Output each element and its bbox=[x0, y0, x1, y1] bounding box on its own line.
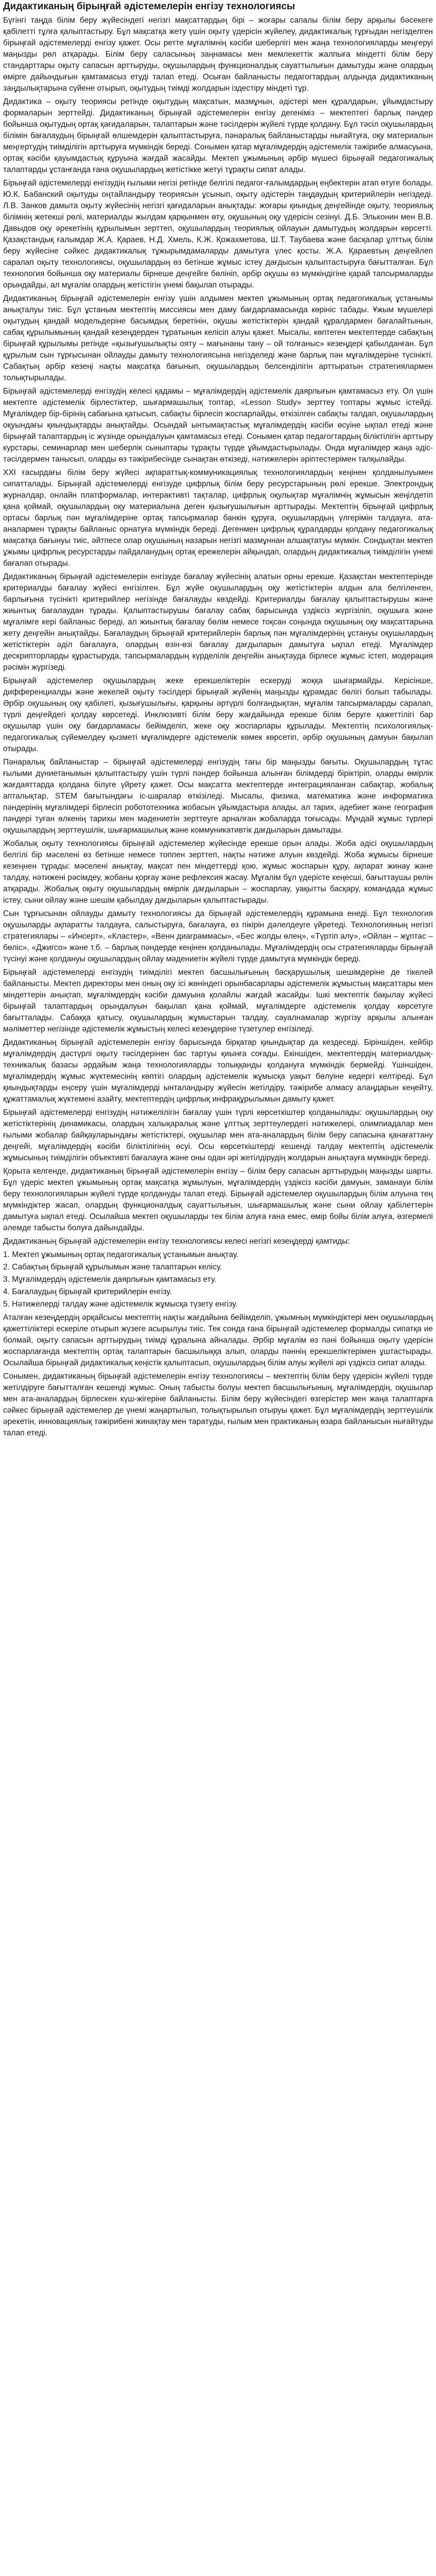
list-item: 2. Сабақтың бірыңғай құрылымын және талаптарын келісу. bbox=[3, 1262, 222, 1272]
paragraph: Жобалық оқыту технологиясы бірыңғай әдістемелер жүйесінде ерекше орын алады. Жоба әдісі оқушылардың белгілі бір мәселені өз бетінше немесе топпен зерттеп, нақты нәтиже алуын көздейді. Жоба жұмысы бірнеше кезеңнен тұрады: мәселені анықтау, мақсат пен міндеттерді қою, жұмыс жоспарын құру, ақпарат жинау және талдау, нәтижені рәсімдеу, жобаны қорғау және рефлексия жасау. Мұғалім бұл үдерісте кеңесші, бағыттаушы рөлін атқарады. Жобалық оқыту оқушылардың өмірлік дағдыларын – жоспарлау, уақытты басқару, командада жұмыс істеу, сыни ойлау және шешім қабылдау дағдыларын қалыптастырады. bbox=[3, 839, 433, 905]
paragraph: Бірыңғай әдістемелер оқушылардың жеке ерекшеліктерін ескеруді жоққа шығармайды. Керісінше, дифференциалды және жекелей оқыту тәсілдері бірыңғай жүйенің маңызды құрамдас бөлігі болып табылады. Әрбір оқушының оқу қабілеті, қызығушылығы, қарқыны әртүрлі болғандықтан, мұғалім тапсырмаларды саралап, түрлі деңгейдегі қолдау көрсетеді. Инклюзивті білім беру жағдайында ерекше білім беруге қажеттілігі бар оқушылар үшін оқу бағдарламасы бейімделіп, жеке оқу жоспарлары құрылады. Мектептің психологиялық-педагогикалық сүйемелдеу қызметі мұғалімдерге әдістемелік көмек көрсетіп, әрбір оқушының дамуын бақылап отырады. bbox=[3, 676, 433, 753]
paragraph: Қорыта келгенде, дидактиканың бірыңғай әдістемелерін енгізу – білім беру сапасын арттырудың маңызды шарты. Бұл үдеріс мектеп ұжымының ортақ мақсатқа жұмылуын, мұғалімдердің үздіксіз кәсіби дамуын, заманауи білім беру технологияларын жүйелі түрде қолдануды талап етеді. Бірыңғай әдістемелер оқушылардың білім алуына тең мүмкіндіктер жасап, олардың функционалдық сауаттылығын, шығармашылық және сыни ойлау қабілеттерін дамытуға ықпал етеді. Осылайша мектеп оқушыларды тек білім алуға ғана емес, өмір бойы білім алуға, өзгермелі әлемде табысты болуға дайындайды. bbox=[3, 1166, 433, 1232]
paragraph: Дидактика – оқыту теориясы ретінде оқытудың мақсатын, мазмұнын, әдістері мен құралдарын, ұйымдастыру формаларын зерттейді. Дидактиканың бірыңғай әдістемелерін енгізу дегеніміз – мектептегі барлық пәндер бойынша оқытудың ортақ қағидаларын, талаптарын және тәсілдерін жүйелі түрде қолдану. Бұл тәсіл оқушылардың білімін бағалаудың бірыңғай өлшемдерін қалыптастыруға, пәнаралық байланыстарды нығайтуға, оқу материалын меңгертудің тиімділігін арттыруға мүмкіндік береді. Сонымен қатар мұғалімдердің әдістемелік тәжірибе алмасуына, ортақ кәсіби қауымдастық құруына жағдай жасайды. Мектеп ұжымының әрбір мүшесі бірыңғай педагогикалық талаптарды ұстанғанда ғана оқушылардың жетістікке жетуі тұрақты сипат алады. bbox=[3, 97, 433, 174]
list-item: 3. Мұғалімдердің әдістемелік даярлығын қамтамасыз ету. bbox=[3, 1275, 217, 1284]
paragraph: Дидактиканың бірыңғай әдістемелерін енгізу барысында бірқатар қиындықтар да кездеседі. Біріншіден, кейбір мұғалімдердің дәстүрлі оқыту тәсілдерінен бас тартуы қиынға соғады. Екіншіден, мектептердің материалдық-техникалық базасы әрдайым жаңа технологияларды толыққанды қолдануға мүмкіндік бермейді. Үшіншіден, мұғалімдердің жұмыс жүктемесінің көптігі олардың әдістемелік жұмысқа уақыт бөлуіне кедергі келтіреді. Бұл қиындықтарды еңсеру үшін мұғалімдерді ынталандыру жүйесін жетілдіру, тәжірибе алмасу алаңдарын кеңейту, құжаттамалық жүктемені азайту, мектептердің цифрлық инфрақұрылымын дамыту қажет. bbox=[3, 1038, 433, 1104]
numbered-list bbox=[3, 1249, 433, 1310]
paragraph: Пәнаралық байланыстар – бірыңғай әдістемелерді енгізудің тағы бір маңызды бағыты. Оқушылардың тұтас ғылыми дүниетанымын қалыптастыру үшін түрлі пәндер бойынша алынған білімдерді біріктіріп, оларды өмірлік жағдаяттарда қолдана білуге үйрету қажет. Осы мақсатта мектептерде интеграцияланған сабақтар, жобалық апталықтар, STEM бағытындағы іс-шаралар өткізіледі. Мысалы, физика, математика және информатика пәндерінің мұғалімдері бірлесіп робототехника жобасын ұйымдастыра алады, ал тарих, әдебиет және география пәндері туған өлкенің тарихы мен мәдениетін зерттеуге арналған жобаларда тоғысады. Мұндай жұмыс түрлері оқушылардың зерттеушілік, шығармашылық және коммуникативтік дағдыларын дамытады. bbox=[3, 757, 433, 835]
document-body bbox=[3, 15, 433, 1439]
paragraph: Бірыңғай әдістемелерді енгізудің ғылыми негізі ретінде белгілі педагог-ғалымдардың еңбектерін атап өтуге болады. Ю.К. Бабанский оқытуды оңтайландыру теориясын ұсынып, оқыту әдістерін таңдаудың критерийлерін негіздеді. Л.В. Занков дамыта оқыту жүйесінің негізгі қағидаларын анықтады: жоғары қиындық деңгейінде оқыту, теориялық білімнің жетекші рөлі, материалды жылдам қарқынмен өту, оқушының оқу үдерісін сезінуі. Д.Б. Эльконин мен В.В. Давыдов оқу әрекетінің құрылымын зерттеп, оқушылардың теориялық ойлауын дамытудың жолдарын көрсетті. Қазақстандық ғалымдар Ж.А. Қараев, Н.Д. Хмель, К.Ж. Қожахметова, Ш.Т. Таубаева және басқалар ұлттық білім беру жүйесіне сәйкес дидактикалық тұжырымдамаларды дамытуға үлес қосты. Ж.А. Қараевтың деңгейлеп саралап оқыту технологиясы, оқушылардың өз бетінше жұмыс істеу дағдысын қалыптастыруға бағытталған. Бұл технология бойынша оқу материалы бірнеше деңгейге бөлініп, әрбір оқушы өз мүмкіндігіне қарай тапсырмаларды орындайды, ал мұғалім олардың жетістігін үнемі бақылап отырады. bbox=[3, 178, 433, 290]
list-item: 5. Нәтижелерді талдау және әдістемелік жұмысқа түзету енгізу. bbox=[3, 1299, 238, 1309]
list-item: 1. Мектеп ұжымының ортақ педагогикалық ұстанымын анықтау. bbox=[3, 1250, 239, 1259]
paragraph: Сын тұрғысынан ойлауды дамыту технологиясы да бірыңғай әдістемелердің құрамына енеді. Бұл технология оқушыларды ақпаратты талдауға, салыстыруға, бағалауға, өз пікірін дәлелдеуге үйретеді. Технологияның негізгі стратегиялары – «Инсерт», «Кластер», «Венн диаграммасы», «Бес жолды өлең», «Түртіп алу», «Ойлан – жұптас – бөліс», «Джигсо» және т.б. – барлық пәндерде кеңінен қолданылады. Мұғалімдердің осы стратегияларды бірыңғай түсінуі және қолдануы оқушылардың ойлау мәдениетін жүйелі түрде дамытуға мүмкіндік береді. bbox=[3, 909, 433, 963]
document-title: Дидактиканың бірыңғай әдістемелерін енгізу технологиясы bbox=[3, 1, 295, 12]
paragraph: Аталған кезеңдердің әрқайсысы мектептің нақты жағдайына бейімделіп, ұжымның мүмкіндіктері мен оқушылардың қажеттіліктері ескеріле отырып жүзеге асырылуы тиіс. Тек сонда ғана бірыңғай әдістемелер формалды сипатқа ие болмай, оқыту сапасын арттырудың тиімді құралына айналады. Әрбір мұғалім өз пәні бойынша оқыту үдерісін жоспарлағанда мектептің ортақ талаптарын басшылыққа алып, оларды пәннің ерекшеліктерімен ұштастырады. Осылайша бірыңғай дидактикалық кеңістік қалыптасып, оқушылардың білім алуы жүйелі әрі үздіксіз сипат алады. bbox=[3, 1313, 433, 1367]
paragraph: Дидактиканың бірыңғай әдістемелерін енгізу технологиясы келесі негізгі кезеңдерді қамтиды: bbox=[3, 1236, 350, 1246]
paragraph: Бірыңғай әдістемелерді енгізудің нәтижелілігін бағалау үшін түрлі көрсеткіштер қолданылады: оқушылардың оқу жетістіктерінің динамикасы, олардың халықаралық және ұлттық зерттеулердегі нәтижелері, олимпиадалар мен ғылыми жобалар байқауларындағы жетістіктері, оқушылар мен ата-аналардың білім беру сапасына қанағаттану деңгейі, мұғалімдердің кәсіби біліктілігінің өсуі. Осы көрсеткіштерді кешенді талдау мектептің әдістемелік жұмысының тиімділігін объективті бағалауға және оны одан әрі жетілдірудің жолдарын анықтауға мүмкіндік береді. bbox=[3, 1108, 433, 1162]
paragraph: Сонымен, дидактиканың бірыңғай әдістемелерін енгізу технологиясы – мектептің білім беру үдерісін жүйелі түрде жетілдіруге бағытталған кешенді жұмыс. Оның табысты болуы мектеп басшылығының, мұғалімдердің, оқушылар мен ата-аналардың бірлескен күш-жігеріне байланысты. Білім беру жүйесіндегі өзгерістер мен жаңа талаптарға сәйкес бірыңғай әдістемелер де үнемі жаңартылып, толықтырылып отыруы қажет. Бұл мұғалімдердің зерттеушілік әрекетін, инновациялық тәжірибені жинақтау мен таратуды, ғылым мен практиканың өзара байланысын нығайтуды талап етеді. bbox=[3, 1371, 433, 1437]
list-item: 4. Бағалаудың бірыңғай критерийлерін енгізу. bbox=[3, 1287, 172, 1296]
paragraph: Бірыңғай әдістемелерді енгізудің тиімділігі мектеп басшылығының басқарушылық шешімдеріне де тікелей байланысты. Мектеп директоры мен оның оқу ісі жөніндегі орынбасарлары әдістемелік жұмыстың мақсаттары мен міндеттерін анықтап, мұғалімдердің кәсіби дамуына қолайлы жағдай жасайды. Ішкі мектептік бақылау жүйесі бірыңғай талаптардың орындалуын бақылап қана қоймай, мұғалімдерге әдістемелік қолдау көрсетуге бағытталады. Сабаққа қатысу, оқушылардың жұмыстарын талдау, сауалнамалар жүргізу арқылы алынған мәліметтер негізінде әдістемелік жұмыстың келесі кезеңдеріне түзетулер енгізіледі. bbox=[3, 968, 433, 1033]
paragraph: Бүгінгі таңда білім беру жүйесіндегі негізгі мақсаттардың бірі – жоғары сапалы білім беру арқылы бәсекеге қабілетті тұлға қалыптастыру. Бұл мақсатқа жету үшін оқыту үдерісін жүйелеу, дидактикалық тұрғыдан негізделген бірыңғай әдістемелерді енгізу қажет. Осы ретте мұғалімнің кәсіби шеберлігі мен жаңа технологияларды меңгеруі маңызды рөл атқарады. Білім беру саласының заңнамасы мен мемлекеттік жалпыға міндетті білім беру стандарттары оқыту сапасын арттыруды, оқушылардың функционалдық сауаттылығын дамытуды және олардың өмірге дайындығын қамтамасыз етуді талап етеді. Осыған байланысты педагогтардың алдында дидактиканың заңдылықтарына сүйене отырып, оқытудың тиімді жолдарын іздестіру міндеті тұр. bbox=[3, 15, 433, 93]
paragraph: Бірыңғай әдістемелерді енгізудің келесі қадамы – мұғалімдердің әдістемелік даярлығын қамтамасыз ету. Ол үшін мектепте әдістемелік бірлестіктер, шығармашылық топтар, «Lesson Study» зерттеу топтары жұмыс істейді. Мұғалімдер бір-бірінің сабағына қатысып, сабақты бірлесіп жоспарлайды, өткізілген сабақты талдап, оқушылардың оқуындағы қиындықтарды анықтайды. Осындай ынтымақтастық мұғалімдердің кәсіби өсуіне ықпал етеді және бірыңғай талаптардың іс жүзінде орындалуын қамтамасыз етеді. Сонымен қатар педагогтардың біліктілігін арттыру курстары, семинарлар мен шеберлік сыныптары тұрақты түрде ұйымдастырылады. Онда мұғалімдер жаңа әдіс-тәсілдермен танысып, оларды өз тәжірибесінде сынақтан өткізеді, нәтижелерін әріптестерімен талқылайды. bbox=[3, 386, 433, 464]
paragraph: Дидактиканың бірыңғай әдістемелерін енгізу үшін алдымен мектеп ұжымының ортақ педагогикалық ұстанымы анықталуы тиіс. Бұл ұстаным мектептің миссиясы мен даму бағдарламасында көрініс табады. Ұжым мүшелері оқытудың қандай модельдеріне басымдық беретінін, оқушы жетістіктерін қандай құралдармен бағалайтынын, сабақ құрылымының қандай кезеңдерден тұратынын келісіп алуы қажет. Мысалы, көптеген мектептерде сабақтың бірыңғай құрылымы ретінде «қызығушылықты ояту – мағынаны тану – ой толғаныс» кезеңдері қабылданған. Бұл құрылым сын тұрғысынан ойлауды дамыту технологиясына негізделеді және барлық пән мұғалімдеріне түсінікті. Сабақтың әрбір кезеңі нақты мақсатқа бағынып, оқушылардың белсенділігін арттыратын стратегиялармен толықтырылады. bbox=[3, 294, 433, 382]
paragraph: Дидактиканың бірыңғай әдістемелерін енгізуде бағалау жүйесінің алатын орны ерекше. Қазақстан мектептерінде критериалды бағалау жүйесі енгізілген. Бұл жүйе оқушылардың оқу жетістіктерін алдын ала белгіленген, барлығына түсінікті критерийлер негізінде бағалауды көздейді. Критериалды бағалау қалыптастырушы және жиынтық бағалаудан тұрады. Қалыптастырушы бағалау сабақ барысында үздіксіз жүргізіліп, оқушыға және мұғалімге кері байланыс береді, ал жиынтық бағалау бөлім немесе тоқсан соңында оқушының оқу мақсаттарына жету деңгейін анықтайды. Бағалаудың бірыңғай критерийлерін барлық пән мұғалімдерінің ұстануы оқушылардың жетістіктерін әділ бағалауға, олардың өзін-өзі бағалау дағдыларын дамытуға ықпал етеді. Мұғалімдер дескрипторларды құрастыруда, тапсырмалардың күрделілік деңгейін анықтауда бірлесе жұмыс істеп, модерация рәсімін жүргізеді. bbox=[3, 572, 433, 672]
paragraph: XXI ғасырдағы білім беру жүйесі ақпараттық-коммуникациялық технологиялардың кеңінен қолданылуымен сипатталады. Бірыңғай әдістемелерді енгізуде цифрлық білім беру ресурстарының рөлі ерекше. Электрондық журналдар, онлайн платформалар, интерактивті тақталар, цифрлық оқулықтар мұғалімнің жұмысын жеңілдетіп қана қоймай, оқушылардың оқу материалына деген қызығушылығын арттырады. Мектептің бірыңғай цифрлық ортасы барлық пән мұғалімдеріне ортақ тапсырмалар банкін құруға, оқушылардың үлгерімін талдауға, ата-аналармен тұрақты байланыс орнатуға мүмкіндік береді. Дегенмен цифрлық құралдарды қолдану педагогикалық мақсатқа бағынуы тиіс, әйтпесе олар оқушының назарын негізгі мазмұннан алшақтатуы мүмкін. Сондықтан мектеп ұжымы цифрлық ресурстарды пайдаланудың ортақ ережелерін айқындап, олардың дидактикалық тиімділігін үнемі бағалап отырады. bbox=[3, 468, 433, 568]
